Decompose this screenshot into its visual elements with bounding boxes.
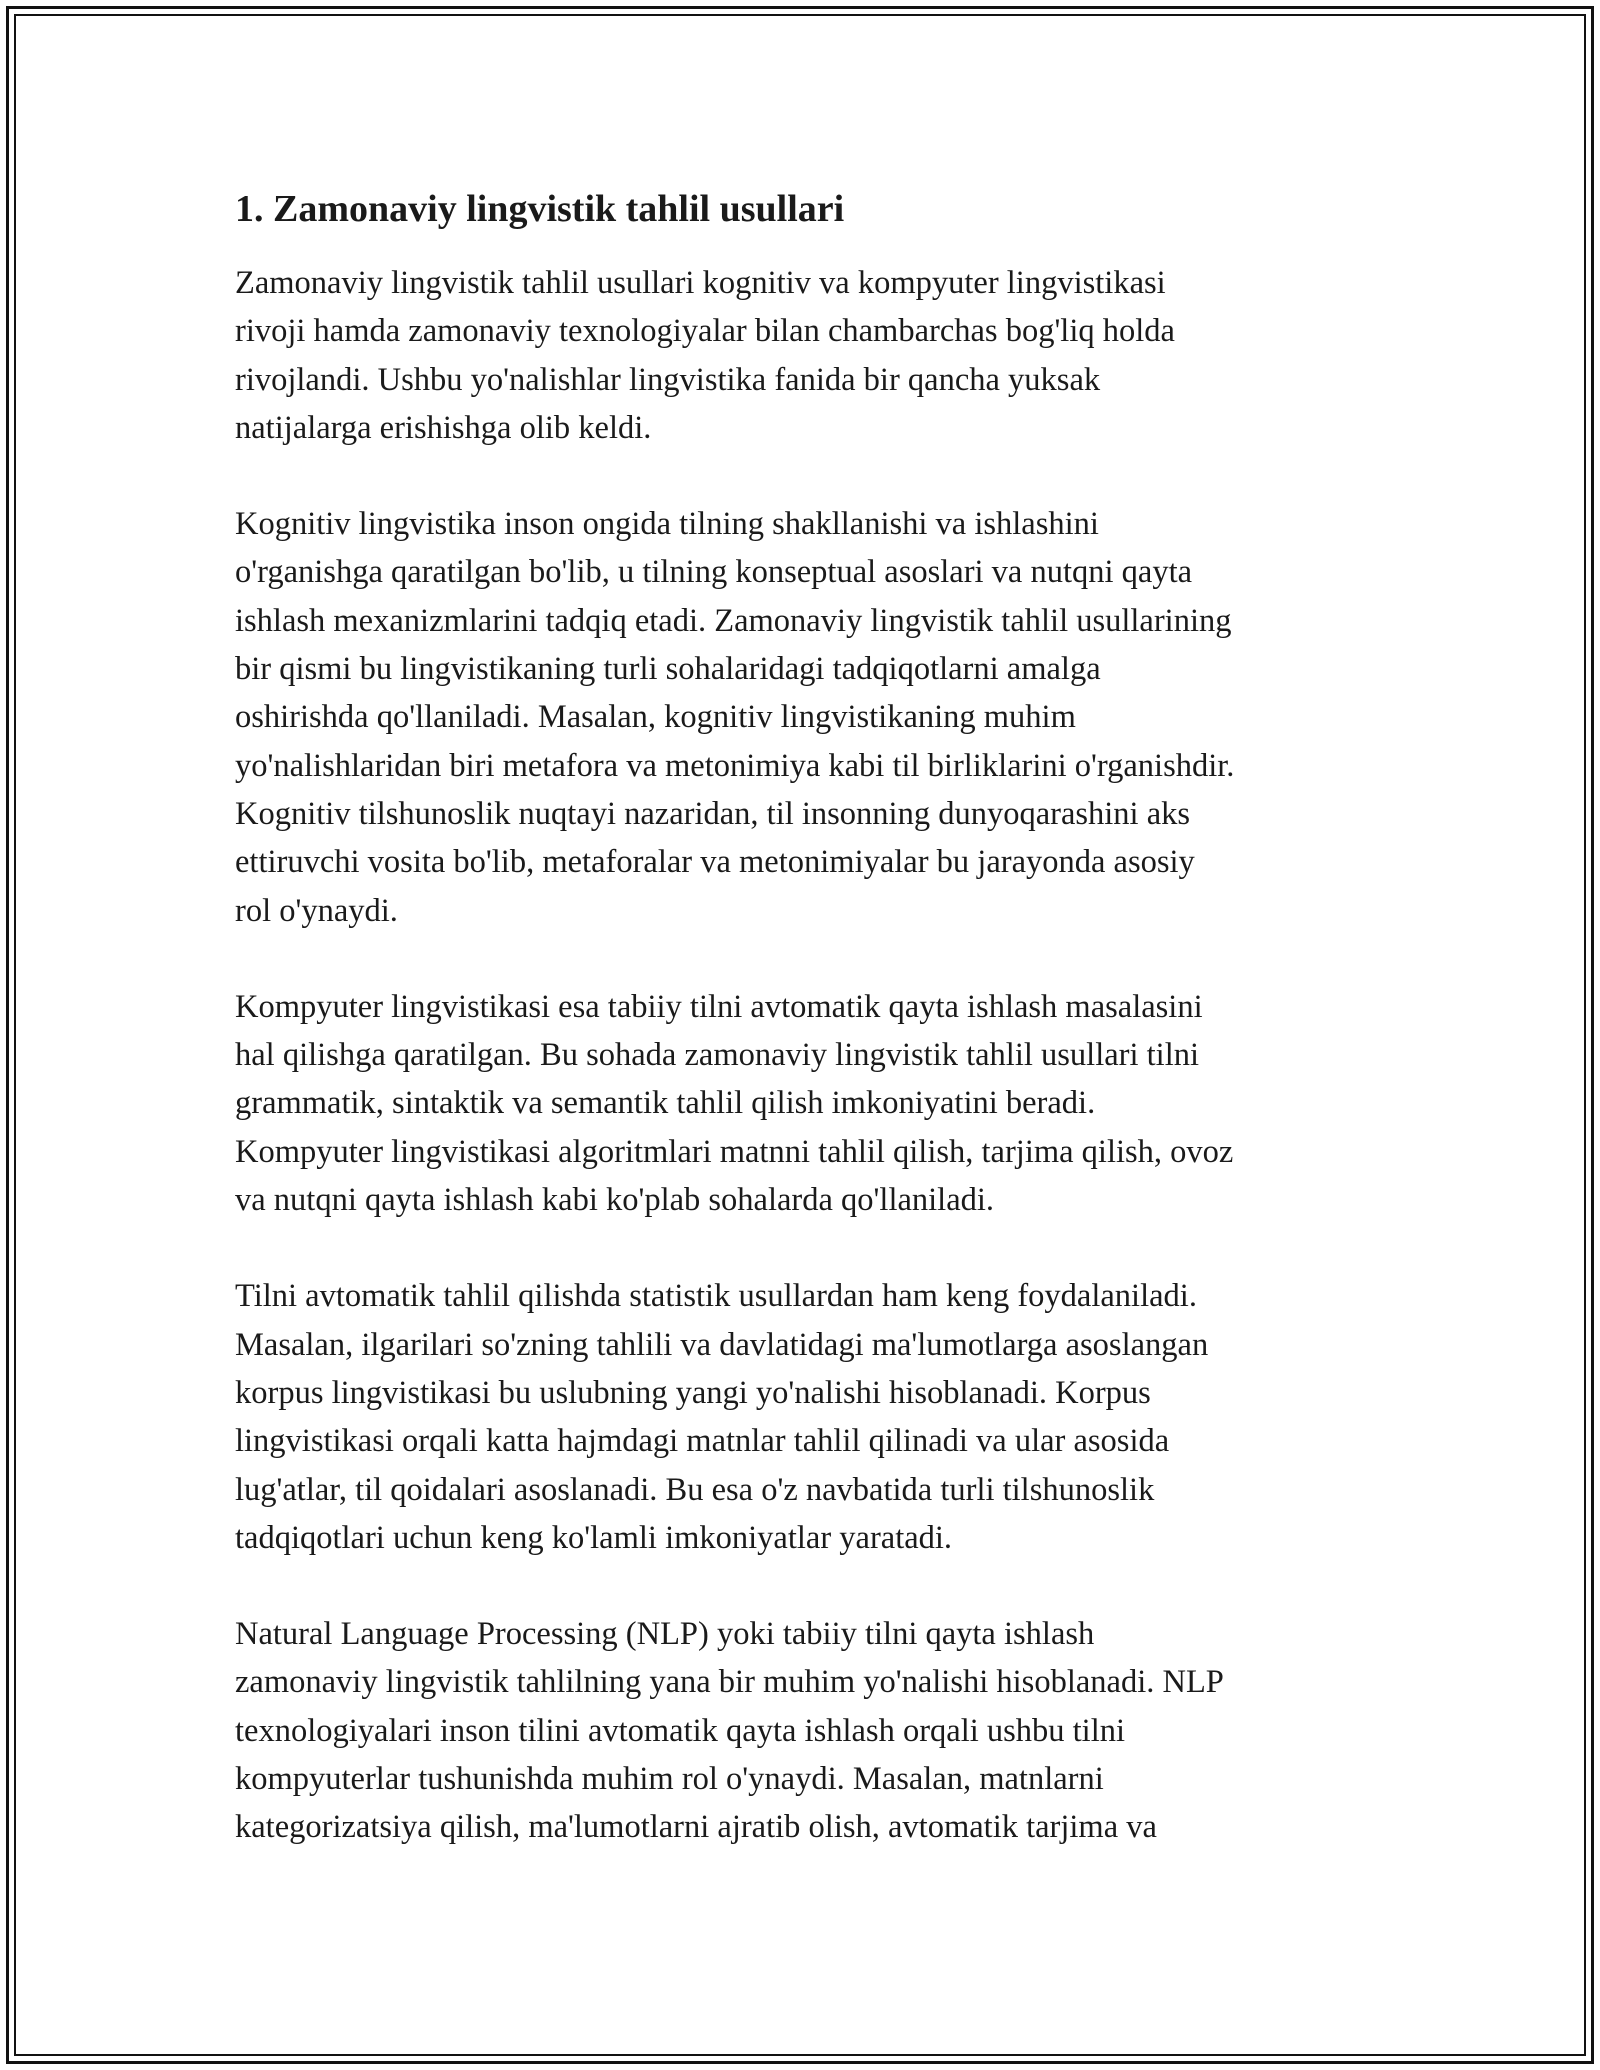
text-line: grammatik, sintaktik va semantik tahlil qilish imkoniyatini beradi. (235, 1085, 1096, 1122)
text-line: zamonaviy lingvistik tahlilning yana bir muhim yo'nalishi hisoblanadi. NLP (235, 1664, 1224, 1701)
text-line: rivoji hamda zamonaviy texnologiyalar bilan chambarchas bog'liq holda (235, 313, 1175, 350)
text-line: hal qilishga qaratilgan. Bu sohada zamonaviy lingvistik tahlil usullari tilni (235, 1037, 1200, 1074)
paragraph-cognitive-linguistics (235, 500, 1375, 935)
text-line: Kompyuter lingvistikasi esa tabiiy tilni avtomatik qayta ishlash masalasini (235, 988, 1203, 1025)
text-line: o'rganishga qaratilgan bo'lib, u tilning konseptual asoslari va nutqni qayta (235, 554, 1193, 591)
text-line: rivojlandi. Ushbu yo'nalishlar lingvistika fanida bir qancha yuksak (235, 361, 1101, 398)
text-line: oshirishda qo'llaniladi. Masalan, kognitiv lingvistikaning muhim (235, 699, 1076, 736)
text-line: ishlash mexanizmlarini tadqiq etadi. Zamonaviy lingvistik tahlil usullarining (235, 602, 1232, 639)
text-line: yo'nalishlaridan biri metafora va metonimiya kabi til birliklarini o'rganishdir. (235, 747, 1235, 784)
text-line: rol o'ynaydi. (235, 892, 398, 929)
text-line: Kognitiv lingvistika inson ongida tilning shakllanishi va ishlashini (235, 506, 1099, 543)
text-line: va nutqni qayta ishlash kabi ko'plab sohalarda qo'llaniladi. (235, 1182, 995, 1219)
text-line: texnologiyalari inson tilini avtomatik qayta ishlash orqali ushbu tilni (235, 1712, 1126, 1749)
text-line: Zamonaviy lingvistik tahlil usullari kognitiv va kompyuter lingvistikasi (235, 265, 1166, 301)
paragraph-intro (235, 259, 1375, 452)
section-heading: 1. Zamonaviy lingvistik tahlil usullari (235, 188, 845, 230)
text-line: kategorizatsiya qilish, ma'lumotlarni ajratib olish, avtomatik tarjima va (235, 1809, 1157, 1846)
document-body (235, 185, 1375, 1900)
text-line: kompyuterlar tushunishda muhim rol o'ynaydi. Masalan, matnlarni (235, 1761, 1104, 1798)
paragraph-nlp (235, 1610, 1375, 1851)
text-line: Kognitiv tilshunoslik nuqtayi nazaridan, til insonning dunyoqarashini aks (235, 795, 1191, 832)
text-line: natijalarga erishishga olib keldi. (235, 409, 652, 446)
text-line: korpus lingvistikasi bu uslubning yangi yo'nalishi hisoblanadi. Korpus (235, 1374, 1151, 1411)
text-line: lug'atlar, til qoidalari asoslanadi. Bu esa o'z navbatida turli tilshunoslik (235, 1471, 1155, 1508)
text-line: Kompyuter lingvistikasi algoritmlari matnni tahlil qilish, tarjima qilish, ovoz (235, 1133, 1234, 1170)
text-line: Masalan, ilgarilari so'zning tahlili va davlatidagi ma'lumotlarga asoslangan (235, 1326, 1209, 1363)
text-line: bir qismi bu lingvistikaning turli sohalaridagi tadqiqotlarni amalga (235, 651, 1101, 688)
text-line: Tilni avtomatik tahlil qilishda statistik usullardan ham keng foydalaniladi. (235, 1278, 1197, 1315)
paragraph-statistical-methods (235, 1272, 1375, 1562)
text-line: Natural Language Processing (NLP) yoki tabiiy tilni qayta ishlash (235, 1616, 1095, 1653)
text-line: lingvistikasi orqali katta hajmdagi matnlar tahlil qilinadi va ular asosida (235, 1423, 1170, 1460)
text-line: ettiruvchi vosita bo'lib, metaforalar va metonimiyalar bu jarayonda asosiy (235, 844, 1195, 881)
paragraph-computational-linguistics (235, 983, 1375, 1224)
text-line: tadqiqotlari uchun keng ko'lamli imkoniyatlar yaratadi. (235, 1519, 953, 1556)
